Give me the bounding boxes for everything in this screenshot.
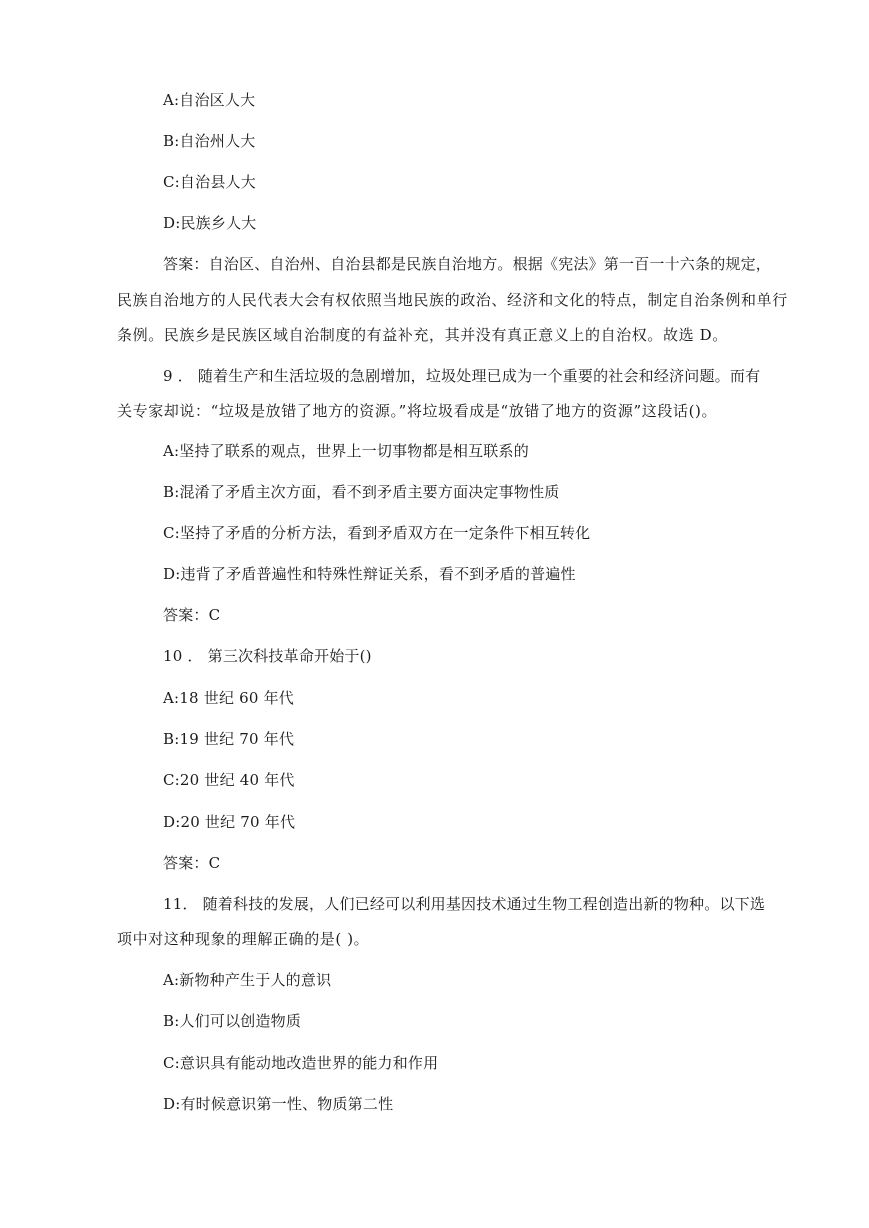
q11-option-c: C:意识具有能动地改造世界的能力和作用	[163, 1054, 439, 1072]
q10-question: 10 ． 第三次科技革命开始于()	[163, 647, 372, 665]
q8-answer-line-1: 答案：自治区、自治州、自治县都是民族自治地方。根据《宪法》第一百一十六条的规定，	[163, 255, 772, 273]
q11-option-d: D:有时候意识第一性、物质第二性	[163, 1095, 394, 1113]
q9-option-b: B:混淆了矛盾主次方面，看不到矛盾主要方面决定事物性质	[163, 483, 560, 501]
q9-question-line-2: 关专家却说：“垃圾是放错了地方的资源。”将垃圾看成是“放错了地方的资源”这段话()。	[117, 402, 718, 420]
q11-option-a: A:新物种产生于人的意识	[163, 971, 332, 989]
q9-option-c: C:坚持了矛盾的分析方法，看到矛盾双方在一定条件下相互转化	[163, 524, 591, 542]
q8-option-a: A:自治区人大	[163, 91, 256, 109]
q8-answer-line-3: 条例。民族乡是民族区域自治制度的有益补充，其并没有真正意义上的自治权。故选 D。	[117, 326, 728, 344]
q8-answer-line-2: 民族自治地方的人民代表大会有权依照当地民族的政治、经济和文化的特点，制定自治条例和单行	[117, 291, 788, 309]
q8-option-d: D:民族乡人大	[163, 214, 257, 232]
q10-option-d: D:20 世纪 70 年代	[163, 813, 296, 831]
q9-option-d: D:违背了矛盾普遍性和特殊性辩证关系，看不到矛盾的普遍性	[163, 565, 576, 583]
q10-option-a: A:18 世纪 60 年代	[163, 689, 294, 707]
q9-option-a: A:坚持了联系的观点，世界上一切事物都是相互联系的	[163, 442, 529, 460]
q9-question-line-1: 9 ． 随着生产和生活垃圾的急剧增加，垃圾处理已成为一个重要的社会和经济问题。而有	[163, 367, 761, 385]
q8-option-b: B:自治州人大	[163, 132, 256, 150]
q9-answer: 答案：C	[163, 606, 221, 624]
q8-option-c: C:自治县人大	[163, 173, 256, 191]
q10-answer: 答案：C	[163, 854, 221, 872]
q10-option-c: C:20 世纪 40 年代	[163, 771, 295, 789]
q11-option-b: B:人们可以创造物质	[163, 1012, 302, 1030]
q10-option-b: B:19 世纪 70 年代	[163, 730, 295, 748]
q11-question-line-2: 项中对这种现象的理解正确的是( )。	[117, 930, 370, 948]
q11-question-line-1: 11． 随着科技的发展，人们已经可以利用基因技术通过生物工程创造出新的物种。以下选	[163, 895, 766, 913]
